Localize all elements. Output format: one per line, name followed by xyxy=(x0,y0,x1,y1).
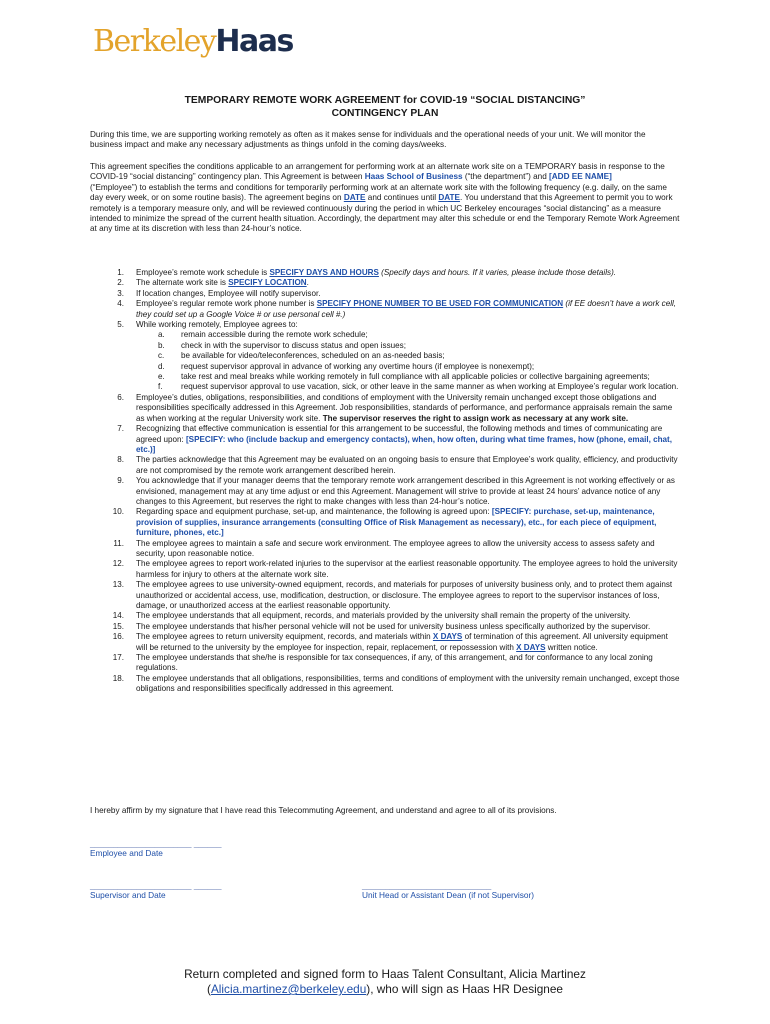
term-number: 12. xyxy=(112,559,124,569)
agreement-text-1: This agreement specifies the conditions applicable to an arrangement for performing work at an alternate work site on a TEMPORARY basis in response to the COVID-19 “social distancing” contingency plan. This Agreement is between xyxy=(90,162,665,182)
term-number: 1. xyxy=(117,268,124,277)
term-text: The employee understands that she/he is responsible for tax consequences, if any, of this arrangement, and for conformance to any local zoning regulations. xyxy=(136,653,653,673)
sub-text: be available for video/teleconferences, scheduled on an as-needed basis; xyxy=(181,351,445,361)
unit-head-signature-line[interactable]: ____________________________ xyxy=(362,880,492,890)
term-item xyxy=(90,455,680,476)
agreement-text-5: . You understand that this Agreement to permit you to work remotely is a temporary measure only, and will be reviewed continuously during the period in which UC Berkeley encourages “social distancing” as a measure intended to minimize the spread of the current health situation. Accordingly, the department may alter this schedule or end the Temporary Remote Work Agreement at any time at its discretion with less than 24-hour’s notice. xyxy=(90,193,680,234)
communication-field[interactable]: [SPECIFY: who (include backup and emergency contacts), when, how often, during what time frames, how (phone, email, chat, etc.)] xyxy=(136,434,672,454)
term-item xyxy=(90,320,680,393)
sub-text: remain accessible during the remote work schedule; xyxy=(181,330,368,340)
title-line-2: CONTINGENCY PLAN xyxy=(331,108,439,119)
term-text: Employee’s remote work schedule is xyxy=(136,268,270,277)
term-note: (Specify days and hours. If it varies, please include those details). xyxy=(378,268,617,277)
return-instructions xyxy=(90,967,680,997)
term-item xyxy=(90,559,680,580)
footer-text-end: ), who will sign as Haas HR Designee xyxy=(366,982,563,996)
document-title xyxy=(90,94,680,120)
affirmation-statement: I hereby affirm by my signature that I have read this Telecommuting Agreement, and understand and agree to all of its provisions. xyxy=(90,806,557,815)
term-number: 16. xyxy=(112,632,124,642)
term-item xyxy=(90,580,680,611)
employee-signature-line[interactable]: ______________________ ______ xyxy=(90,838,222,848)
term-number: 4. xyxy=(117,299,124,309)
sub-item xyxy=(136,330,680,340)
sub-text: take rest and meal breaks while working remotely in full compliance with all applicable policies or collective bargaining agreements; xyxy=(181,372,650,382)
unit-head-signature-label: Unit Head or Assistant Dean (if not Supervisor) xyxy=(362,890,535,900)
department-field[interactable]: Haas School of Business xyxy=(364,172,463,182)
location-field[interactable]: SPECIFY LOCATION xyxy=(228,278,307,288)
sub-letter: b. xyxy=(158,340,165,350)
sub-letter: e. xyxy=(158,372,165,382)
term-number: 11. xyxy=(113,538,124,548)
term-item xyxy=(90,424,680,455)
term-item xyxy=(90,674,680,695)
term-item xyxy=(90,653,680,674)
terms-list xyxy=(90,268,680,695)
term-item xyxy=(90,268,680,278)
term-text: written notice. xyxy=(545,642,598,652)
sub-item xyxy=(136,362,680,372)
term-number: 8. xyxy=(117,455,124,465)
title-line-1: TEMPORARY REMOTE WORK AGREEMENT for COVID-19 “SOCIAL DISTANCING” xyxy=(184,95,586,106)
term-number: 9. xyxy=(117,476,124,486)
term-item xyxy=(90,539,680,560)
term-item xyxy=(90,611,680,621)
term-number: 5. xyxy=(117,320,124,330)
end-date-field[interactable]: DATE xyxy=(438,193,461,203)
term-number: 6. xyxy=(117,392,124,402)
schedule-field[interactable]: SPECIFY DAYS AND HOURS xyxy=(269,268,379,277)
term-item xyxy=(90,622,680,632)
term-item xyxy=(90,632,680,653)
logo-haas-text: Haas xyxy=(215,24,293,59)
sub-letter: f. xyxy=(158,382,163,392)
term-text: If location changes, Employee will notify supervisor. xyxy=(136,288,321,298)
term-text: of termination of this agreement. All university equipment will be returned to the university by the employee for inspection, repair, replacement, or repossession with xyxy=(136,632,668,652)
term-text: The employee agrees to use university-owned equipment, records, and materials for purposes of university business only, and to protect them against unauthorized or accidental access, use, modification, destruction, or disclosure. The employee agrees to report to the supervisor instances of loss, damage, or unauthorized access at the earliest reasonable opportunity. xyxy=(136,580,673,610)
term-text: The parties acknowledge that this Agreement may be evaluated on an ongoing basis to ensure that Employee’s work quality, efficiency, and productivity are not compromised by the remote work arrangement described herein. xyxy=(136,455,678,475)
term-number: 13. xyxy=(112,580,124,590)
employee-signature-label: Employee and Date xyxy=(90,848,163,858)
term-item xyxy=(90,476,680,507)
agreement-text-2: (“the department”) and xyxy=(462,172,550,182)
term-text: . xyxy=(306,278,309,288)
term-number: 10. xyxy=(112,507,124,517)
term-item xyxy=(90,393,680,424)
sub-item xyxy=(136,372,680,382)
sub-letter: d. xyxy=(158,361,165,371)
email-link[interactable]: Alicia.martinez@berkeley.edu xyxy=(210,982,367,996)
phone-field[interactable]: SPECIFY PHONE NUMBER TO BE USED FOR COMMUNICATION xyxy=(316,299,564,309)
supervisor-signature-line[interactable]: ______________________ ______ xyxy=(90,880,222,890)
term-number: 17. xyxy=(112,653,124,663)
term-item xyxy=(90,507,680,538)
return-days-field[interactable]: X DAYS xyxy=(432,632,463,642)
sub-letter: c. xyxy=(158,351,165,361)
sub-item xyxy=(136,382,680,392)
term-number: 18. xyxy=(112,673,124,683)
term-item xyxy=(90,289,680,299)
term-text: The employee understands that his/her personal vehicle will not be used for university business unless specifically authorized by the supervisor. xyxy=(136,621,651,631)
term-number: 14. xyxy=(112,611,124,621)
term-number: 3. xyxy=(117,288,124,298)
unit-head-signature[interactable] xyxy=(362,880,534,900)
term-text: Regarding space and equipment purchase, set-up, and maintenance, the following is agreed upon: xyxy=(136,507,492,517)
footer-paren-open: ( xyxy=(207,982,211,996)
notice-days-field[interactable]: X DAYS xyxy=(516,642,546,652)
sub-text: request supervisor approval to use vacation, sick, or other leave in the same manner as when working at Employee’s regular work location. xyxy=(181,382,679,392)
term-bold-text: The supervisor reserves the right to assign work as necessary at any work site. xyxy=(322,413,629,423)
logo-berkeley-text: Berkeley xyxy=(93,24,216,59)
agreement-paragraph xyxy=(90,162,680,235)
agreement-sublist xyxy=(136,330,680,392)
term-text: The employee understands that all obligations, responsibilities, terms and conditions of employment with the university remain unchanged, except those obligations and responsibilities specifically addressed in this agreement. xyxy=(136,673,680,694)
sub-text: check in with the supervisor to discuss status and open issues; xyxy=(181,340,406,350)
sub-item xyxy=(136,341,680,351)
term-item xyxy=(90,278,680,288)
term-text: Employee’s regular remote work phone number is xyxy=(136,299,317,309)
term-text: Employee’s duties, obligations, responsibilities, and conditions of employment with the University remain unchanged except those obligations and responsibilities specifically addressed in this Agreement. Job responsibilities, standards of performance, and performance appraisals remain the same as when working at the regular University work site. xyxy=(136,392,673,423)
term-text: The alternate work site is xyxy=(136,278,229,288)
term-number: 7. xyxy=(117,424,124,434)
employee-signature[interactable] xyxy=(90,838,222,858)
start-date-field[interactable]: DATE xyxy=(343,193,366,203)
term-text: The employee understands that all equipment, records, and materials provided by the university shall remain the property of the university. xyxy=(136,611,631,621)
footer-line-1: Return completed and signed form to Haas Talent Consultant, Alicia Martinez xyxy=(184,967,586,981)
term-text: The employee agrees to return university equipment, records, and materials within xyxy=(136,632,433,642)
term-item xyxy=(90,299,680,320)
term-text: While working remotely, Employee agrees to: xyxy=(136,320,298,330)
sub-item xyxy=(136,351,680,361)
agreement-text-4: and continues until xyxy=(365,193,439,203)
agreement-text-3: (“Employee”) to establish the terms and conditions for temporarily performing work at an alternate work site with the following frequency (e.g. daily, on the same day every week, or on some routine basis). The agreement begins on xyxy=(90,182,667,203)
berkeley-haas-logo xyxy=(93,24,293,59)
term-number: 2. xyxy=(117,278,124,288)
term-number: 15. xyxy=(112,621,124,631)
term-text: The employee agrees to maintain a safe and secure work environment. The employee agrees to allow the university access to assess safety and security, upon reasonable notice. xyxy=(136,538,655,558)
supervisor-signature[interactable] xyxy=(90,880,222,900)
term-note: (if EE doesn’t have a work cell, they could set up a Google Voice # or use personal cell #.) xyxy=(136,299,677,319)
supervisor-signature-label: Supervisor and Date xyxy=(90,890,166,900)
equipment-field[interactable]: [SPECIFY: purchase, set-up, maintenance, provision of supplies, insurance arrangements (consulting Office of Risk Management as necessary), etc., for each piece of equipment, furniture, phones, etc.] xyxy=(136,507,657,538)
sub-letter: a. xyxy=(158,330,165,340)
term-text: You acknowledge that if your manager deems that the temporary remote work arrangement described in this Agreement is not working effectively or as envisioned, management may at any time adjust or end this Agreement. Management will strive to provide at least 24 hours’ advance notice of any changes to this Agreement, but reserves the right to make changes with less than 24-hour’s notice. xyxy=(136,476,675,506)
footer-line-2 xyxy=(90,982,680,997)
term-text: The employee agrees to report work-related injuries to the supervisor at the earliest reasonable opportunity. The employee agrees to hold the university harmless for injury to others at the alternate work site. xyxy=(136,559,678,579)
employee-name-field[interactable]: [ADD EE NAME] xyxy=(549,172,612,182)
term-text: Recognizing that effective communication is essential for this arrangement to be successful, the following methods and times of communicating are agreed upon: xyxy=(136,424,663,444)
sub-text: request supervisor approval in advance of working any overtime hours (if employee is nonexempt); xyxy=(181,361,535,371)
intro-paragraph: During this time, we are supporting working remotely as often as it makes sense for individuals and the operational needs of your unit. We will monitor the business impact and make any necessary adjustments as things unfold in the coming days/weeks. xyxy=(90,130,646,150)
